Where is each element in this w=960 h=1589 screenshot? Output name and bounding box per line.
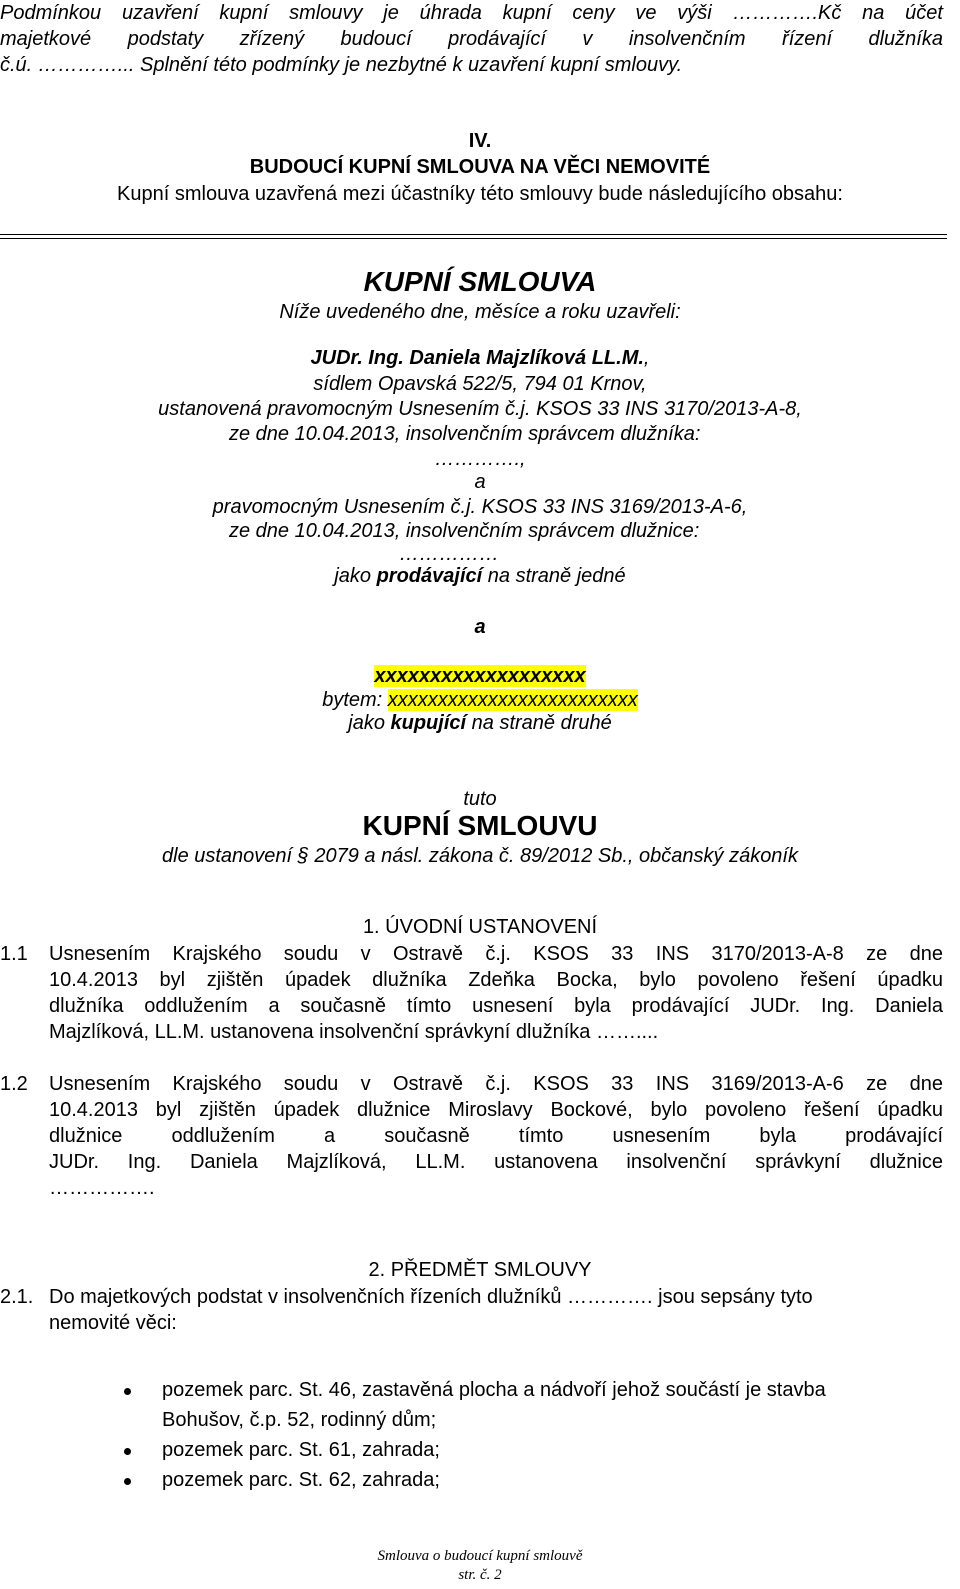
party1-name: JUDr. Ing. Daniela Majzlíková LL.M. [310, 347, 644, 369]
seller-post: na straně jedné [482, 565, 626, 587]
buyer-residence: xxxxxxxxxxxxxxxxxxxxxxxxx [387, 689, 638, 711]
paragraph-symbol: § [297, 845, 309, 867]
footer-page-number: str. č. 2 [458, 1567, 502, 1583]
property-1-line-1: pozemek parc. St. 46, zastavěná plocha a nádvoří jehož součástí je stavba [162, 1379, 826, 1401]
section-number: IV. [468, 130, 492, 152]
list-item [124, 1465, 956, 1495]
bullet-icon [124, 1478, 131, 1485]
divider-line-2 [0, 238, 947, 239]
intro-line-2: majetkové podstaty zřízený budoucí prodávající v insolvenčním řízení dlužníka [0, 28, 943, 50]
contract-intro: Níže uvedeného dne, měsíce a roku uzavřeli: [279, 301, 681, 323]
bullet-icon [124, 1388, 131, 1395]
list-item [124, 1435, 956, 1465]
intro-line-3: č.ú. …………... Splnění této podmínky je nezbytné k uzavření kupní smlouvy. [0, 54, 683, 76]
divider-line-1 [0, 234, 947, 235]
para-2-1-line-2: nemovité věci: [49, 1312, 177, 1334]
and-connector-1: a [474, 471, 486, 493]
seller-role: prodávající [376, 565, 483, 587]
debtor1-placeholder: …………., [434, 448, 526, 470]
list-item [124, 1375, 956, 1435]
party1-appointed: ustanovená pravomocným Usnesením č.j. KSOS 33 INS 3170/2013-A-8, [158, 398, 802, 420]
and-connector-2: a [474, 616, 486, 638]
party1-seat: sídlem Opavská 522/5, 794 01 Krnov, [313, 373, 647, 395]
party1-name-line [0, 345, 960, 371]
buyer-name-line [0, 663, 960, 689]
para-1-2-line-1: Usnesením Krajského soudu v Ostravě č.j. KSOS 33 INS 3169/2013-A-6 ze dne [49, 1073, 943, 1095]
bullet-icon [124, 1448, 131, 1455]
para-1-1-number: 1.1 [0, 943, 28, 965]
buyer-pre: jako [348, 712, 391, 734]
para-1-1-line-1: Usnesením Krajského soudu v Ostravě č.j. KSOS 33 INS 3170/2013-A-8 ze dne [49, 943, 943, 965]
law-post: 2079 a násl. zákona č. 89/2012 Sb., občanský zákoník [308, 845, 798, 867]
party1-date-2: ze dne 10.04.2013, insolvenčním správcem dlužnice: [229, 520, 700, 542]
contract-heading: KUPNÍ SMLOUVA [363, 266, 597, 297]
section1-heading: 1. ÚVODNÍ USTANOVENÍ [362, 916, 598, 938]
contract-heading-2: KUPNÍ SMLOUVU [362, 810, 598, 841]
section-subtitle: Kupní smlouva uzavřená mezi účastníky této smlouvy bude následujícího obsahu: [117, 183, 843, 205]
para-1-2-line-3: dlužnice oddlužením a současně tímto usnesením byla prodávající [49, 1125, 943, 1147]
section2-heading: 2. PŘEDMĚT SMLOUVY [368, 1259, 592, 1281]
para-1-2-line-4: JUDr. Ing. Daniela Majzlíková, LL.M. ustanovena insolvenční správkyní dlužnice [49, 1151, 943, 1173]
buyer-name: xxxxxxxxxxxxxxxxxxx [374, 665, 586, 687]
para-1-1-line-4: Majzlíková, LL.M. ustanovena insolvenční správkyní dlužníka …….... [49, 1021, 659, 1043]
intro-line-1: Podmínkou uzavření kupní smlouvy je úhrada kupní ceny ve výši ………….Kč na účet [0, 2, 943, 24]
para-1-1-line-2: 10.4.2013 byl zjištěn úpadek dlužníka Zdeňka Bocka, bylo povoleno řešení úpadku [49, 969, 943, 991]
para-1-2-line-5: ……………. [49, 1177, 155, 1199]
buyer-role: kupující [390, 712, 467, 734]
law-reference [0, 843, 960, 869]
seller-role-line [0, 563, 960, 589]
tuto-label: tuto [463, 788, 497, 810]
buyer-post: na straně druhé [466, 712, 612, 734]
para-1-2-number: 1.2 [0, 1073, 28, 1095]
para-1-2-line-2: 10.4.2013 byl zjištěn úpadek dlužnice Miroslavy Bockové, bylo povoleno řešení úpadku [49, 1099, 943, 1121]
para-1-1-line-3: dlužníka oddlužením a současně tímto usnesení byla prodávající JUDr. Ing. Daniela [49, 995, 943, 1017]
property-3: pozemek parc. St. 62, zahrada; [162, 1469, 440, 1491]
property-2: pozemek parc. St. 61, zahrada; [162, 1439, 440, 1461]
debtor2-placeholder: …………… [399, 543, 499, 565]
footer-title: Smlouva o budoucí kupní smlouvě [377, 1548, 583, 1564]
seller-pre: jako [334, 565, 377, 587]
buyer-role-line [0, 710, 960, 736]
party1-date: ze dne 10.04.2013, insolvenčním správcem dlužníka: [229, 423, 701, 445]
buyer-residence-label: bytem: [322, 689, 388, 711]
party1-comma: , [643, 347, 650, 369]
law-pre: dle ustanovení [162, 845, 298, 867]
para-2-1-number: 2.1. [0, 1286, 34, 1308]
para-2-1-line-1: Do majetkových podstat v insolvenčních řízeních dlužníků …………. jsou sepsány tyto [49, 1286, 813, 1308]
section-title: BUDOUCÍ KUPNÍ SMLOUVA NA VĚCI NEMOVITÉ [249, 156, 711, 178]
property-list [124, 1375, 956, 1495]
party1-appointed-2: pravomocným Usnesením č.j. KSOS 33 INS 3169/2013-A-6, [212, 496, 748, 518]
property-1-line-2: Bohušov, č.p. 52, rodinný dům; [162, 1409, 437, 1431]
